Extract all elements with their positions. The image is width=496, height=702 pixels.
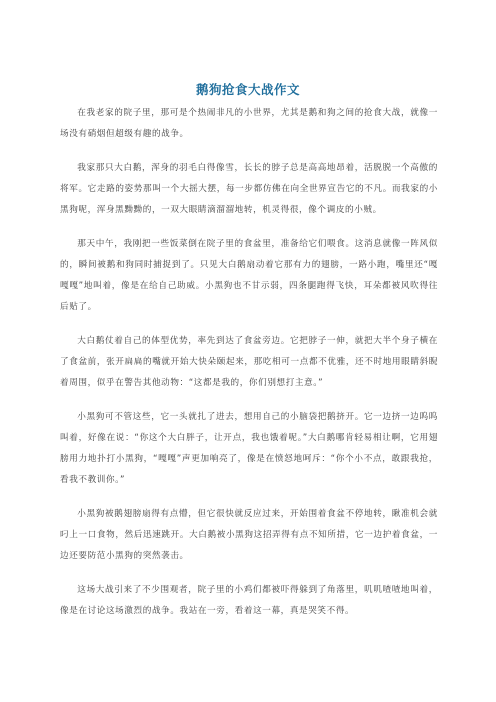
paragraph-4: 大白鹅仗着自己的体型优势，率先到达了食盆旁边。它把脖子一伸，就把大半个身子横在了食盆前，张开扁扁的嘴就开始大快朵颐起来，那吃相可一点都不优雅，还不时地用眼睛斜睨着周围，似乎在警告其他动物：“这都是我的，你们别想打主意。” (60, 336, 438, 388)
paragraph-2: 我家那只大白鹅，浑身的羽毛白得像雪，长长的脖子总是高高地昂着，活脱脱一个高傲的将军。它走路的姿势那叫一个大摇大摆，每一步都仿佛在向全世界宣告它的不凡。而我家的小黑狗呢，浑身黑黝黝的，一双大眼睛滴溜溜地转，机灵得很，像个调皮的小贼。 (60, 163, 438, 215)
paragraph-7: 这场大战引来了不少围观者，院子里的小鸡们都被吓得躲到了角落里，叽叽喳喳地叫着，像是在讨论这场激烈的战争。我站在一旁，看着这一幕，真是哭笑不得。 (60, 585, 438, 616)
paragraph-5: 小黑狗可不管这些，它一头就扎了进去，想用自己的小脑袋把鹅挤开。它一边挤一边呜呜叫着，好像在说：“你这个大白胖子，让开点，我也饿着呢。”大白鹅哪肯轻易相让啊，它用翅膀用力地扑打小黑狗，“嘎嘎”声更加响亮了，像是在愤怒地呵斥：“你个小不点，敢跟我抢，看我不教训你。” (60, 412, 438, 485)
document-title: 鹅狗抢食大战作文 (195, 82, 300, 97)
document-body (60, 103, 438, 635)
paragraph-1: 在我老家的院子里，那可是个热闹非凡的小世界，尤其是鹅和狗之间的抢食大战，就像一场没有硝烟但超级有趣的战争。 (60, 108, 438, 139)
paragraph-3: 那天中午，我刚把一些饭菜倒在院子里的食盆里，准备给它们喂食。这消息就像一阵风似的，瞬间被鹅和狗同时捕捉到了。只见大白鹅扇动着它那有力的翅膀，一路小跑，嘴里还“嘎嘎嘎”地叫着，像是在给自己助威。小黑狗也不甘示弱，四条腿跑得飞快，耳朵都被风吹得往后贴了。 (60, 239, 438, 312)
paragraph-6: 小黑狗被鹅翅膀扇得有点懵，但它很快就反应过来，开始围着食盆不停地转，瞅准机会就叼上一口食物，然后迅速跳开。大白鹅被小黑狗这招弄得有点不知所措，它一边护着食盆，一边还要防范小黑狗的突然袭击。 (60, 509, 438, 561)
